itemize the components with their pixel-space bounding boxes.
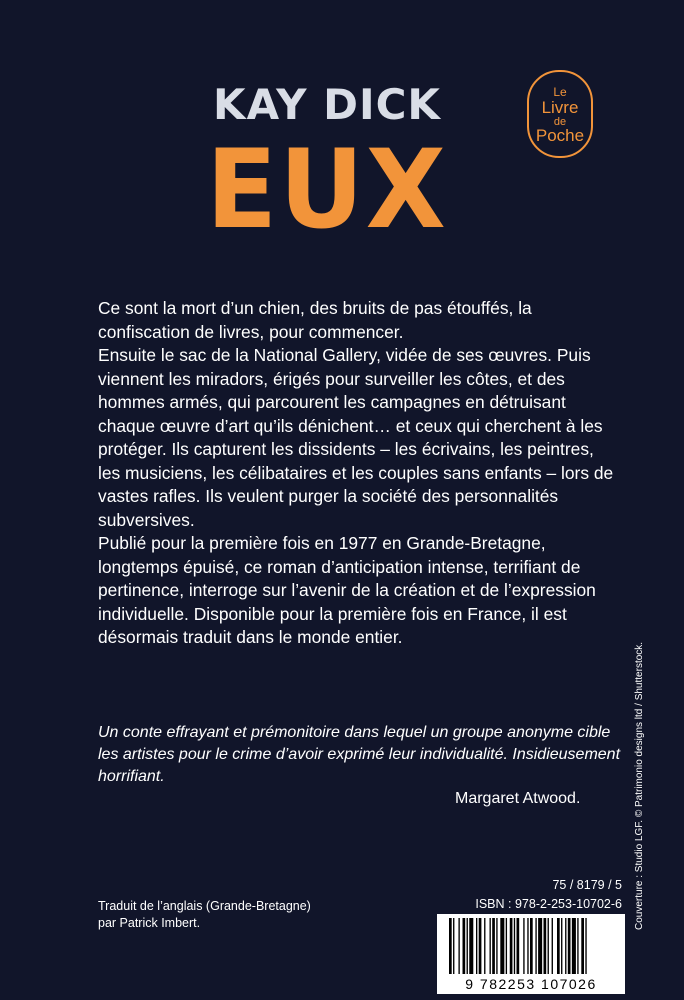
review-quote (98, 722, 628, 788)
barcode-digits: 9 782253 107026 (465, 976, 597, 992)
barcode-bar (476, 918, 477, 974)
barcode-bar (577, 918, 578, 974)
publisher-logo (527, 70, 593, 158)
barcode-bar (492, 918, 495, 974)
barcode-bar (535, 918, 536, 974)
barcode-bar (458, 918, 459, 974)
book-author: KAY DICK (213, 80, 441, 129)
book-codes (475, 876, 622, 914)
barcode-bar (453, 918, 454, 974)
barcode-bars (437, 914, 625, 976)
quote-author: Margaret Atwood. (455, 790, 581, 807)
barcode-bar (514, 918, 515, 974)
barcode-bar (544, 918, 547, 974)
barcode-bar (506, 918, 507, 974)
barcode-bar (469, 918, 473, 974)
barcode-bar (449, 918, 452, 974)
barcode-bar (548, 918, 549, 974)
back-cover-blurb (98, 297, 618, 650)
cover-credit-text: Couverture : Studio LGF. © Patrimonio designs ltd / Shutterstock. (634, 641, 645, 930)
quote-text: Un conte effrayant et prémonitoire dans lequel un groupe anonyme cible les artistes pour le crime d’avoir exprimé leur individualité. Insidieusement horrifiant. (98, 724, 621, 785)
blurb-paragraph: Ensuite le sac de la National Gallery, vidée de ses œuvres. Puis viennent les miradors, érigés pour surveiller les côtes, et des hommes armés, qui parcourent les campagnes en détruisant chaque œuvre d’art qu’ils dénichent… et ceux qui cherchent à les protéger. Ils capturent les dissidents – les écrivains, les peintres, les musiciens, les célibataires et les couples sans enfants – lors de vastes rafles. Ils veulent purger la société des personnalités subversives. (98, 345, 614, 530)
translator-line-1: Traduit de l’anglais (Grande-Bretagne) (98, 899, 311, 913)
barcode-bar (581, 918, 584, 974)
logo-word-de: de (553, 116, 567, 128)
barcode-bar (523, 918, 524, 974)
barcode-bar (568, 918, 571, 974)
barcode (437, 914, 625, 994)
logo-word-le: Le (553, 85, 567, 99)
barcode-bar (490, 918, 491, 974)
barcode-bar (572, 918, 576, 974)
barcode-bar (500, 918, 504, 974)
barcode-bar (552, 918, 553, 974)
blurb-paragraph: Publié pour la première fois en 1977 en Grande-Bretagne, longtemps épuisé, ce roman d’anticipation intense, terrifiant de pertinence, interroge sur l’avenir de la création et de l’expression individuelle. Disponible pour la première fois en France, il est désormais traduit dans le monde entier. (98, 533, 596, 647)
barcode-bar (496, 918, 497, 974)
barcode-bar (557, 918, 560, 974)
barcode-bar (463, 918, 466, 974)
logo-word-poche: Poche (535, 126, 585, 145)
barcode-bar (467, 918, 468, 974)
barcode-bar (527, 918, 528, 974)
logo-word-livre: Livre (541, 98, 579, 117)
barcode-bar (479, 918, 482, 974)
barcode-bar (538, 918, 542, 974)
blurb-paragraph: Ce sont la mort d’un chien, des bruits de pas étouffés, la confiscation de livres, pour commencer. (98, 298, 532, 342)
translator-credit (98, 898, 311, 932)
barcode-bar (565, 918, 566, 974)
translator-line-2: par Patrick Imbert. (98, 916, 201, 930)
isbn: ISBN : 978-2-253-10702-6 (475, 897, 622, 911)
reference-code: 75 / 8179 / 5 (552, 878, 622, 892)
barcode-bar (510, 918, 513, 974)
barcode-bar (561, 918, 562, 974)
barcode-bar (585, 918, 586, 974)
barcode-bar (484, 918, 485, 974)
cover-credit (633, 630, 647, 930)
barcode-bar (530, 918, 533, 974)
book-title: EUX (206, 124, 448, 254)
barcode-bar (517, 918, 520, 974)
